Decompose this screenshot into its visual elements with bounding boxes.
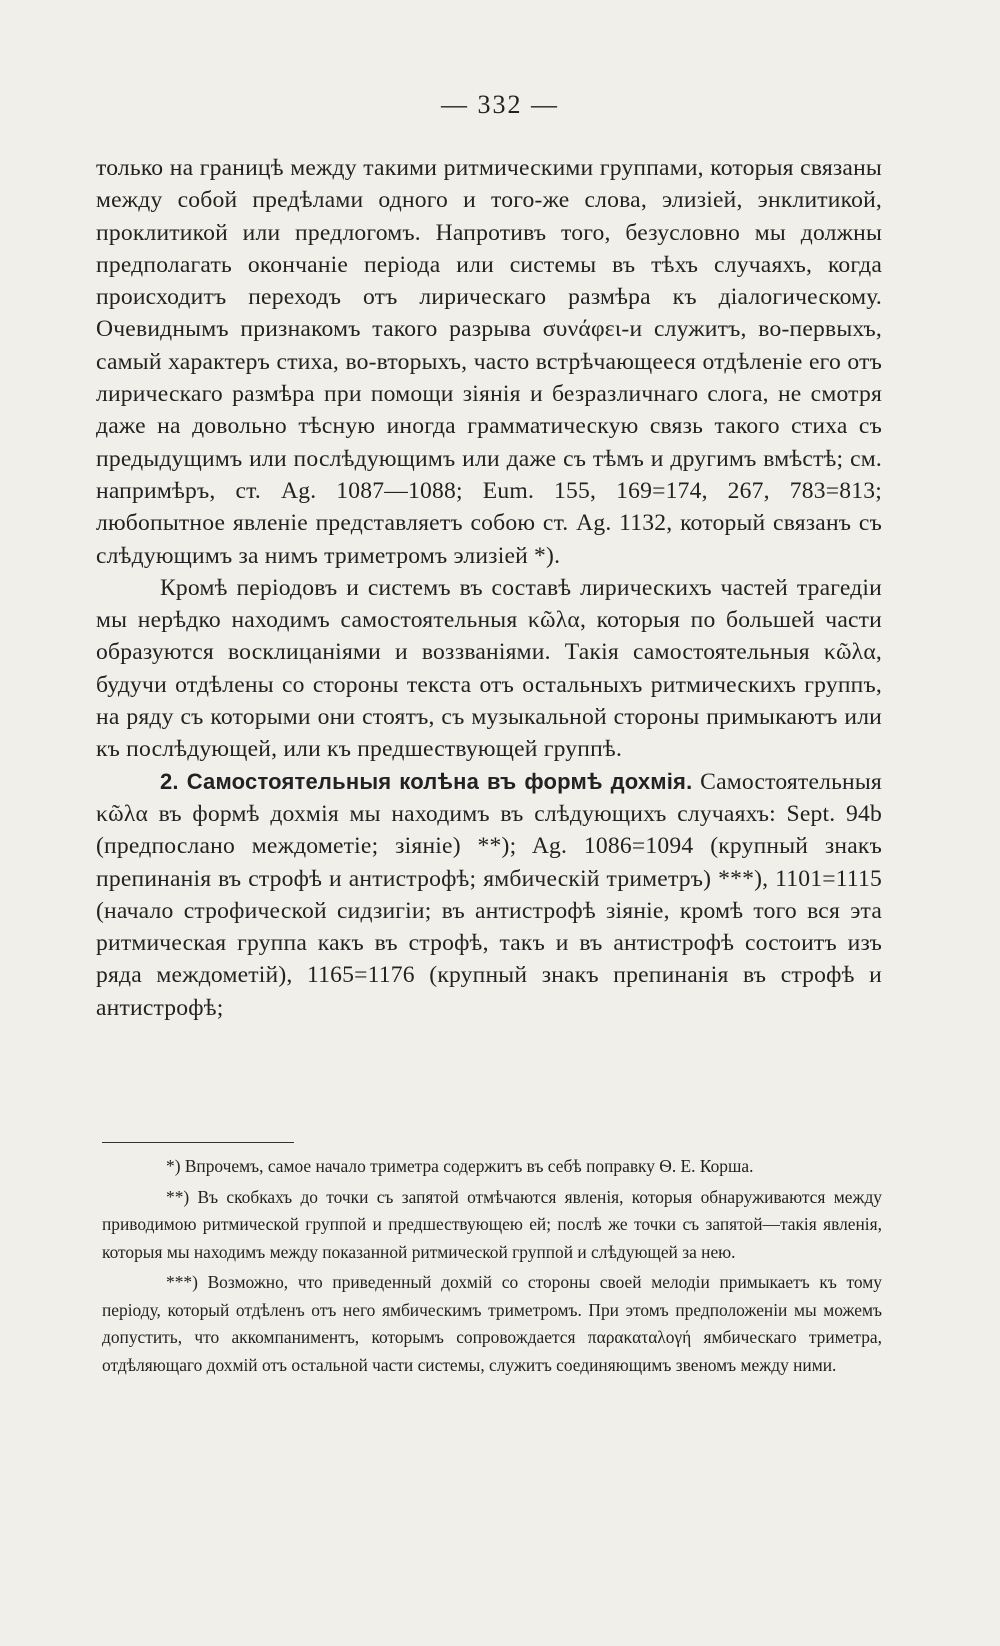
page-number: — 332 — — [441, 90, 559, 119]
paragraph-3-text: Самостоятельныя κῶλα въ формѣ дохмія мы находимъ въ слѣдующихъ случаяхъ: Sept. 94b (предпослано междометіе; зіяніе) **); Ag. 1086=1094 (крупный знакъ препинанія въ строфѣ и антистрофѣ; ямбическій триметръ) ***), 1101=1115 (начало строфической сидзигіи; въ антистрофѣ зіяніе, кромѣ того вся эта ритмическая группа какъ въ строфѣ, такъ и въ антистрофѣ состоитъ изъ ряда междометій), 1165=1176 (крупный знакъ препинанія въ строфѣ и антистрофѣ; — [96, 768, 882, 1021]
paragraph-1: только на границѣ между такими ритмическими группами, которыя связаны между собой предѣлами одного и того-же слова, элизіей, энклитикой, проклитикой или предлогомъ. Напротивъ того, безусловно мы должны предполагать окончаніе періода или системы въ тѣхъ случаяхъ, когда происходитъ переходъ отъ лирическаго размѣра къ діалогическому. Очевиднымъ признакомъ такого разрыва συνάφει-и служитъ, во-первыхъ, самый характеръ стиха, во-вторыхъ, часто встрѣчающееся отдѣленіе его отъ лирическаго размѣра при помощи зіянія и безразличнаго слога, не смотря даже на довольно тѣсную иногда грамматическую связь такого стиха съ предыдущимъ или послѣдующимъ или даже съ тѣмъ и другимъ вмѣстѣ; см. напримѣръ, ст. Ag. 1087—1088; Eum. 155, 169=174, 267, 783=813; любопытное явленіе представляетъ собою ст. Ag. 1132, который связанъ съ слѣдующимъ за нимъ триметромъ элизіей *). — [96, 155, 882, 569]
paragraph-2: Кромѣ періодовъ и системъ въ составѣ лирическихъ частей трагедіи мы нерѣдко находимъ самостоятельныя κῶλα, которыя по большей части образуются восклицаніями и воззваніями. Такія самостоятельныя κῶλα, будучи отдѣлены со стороны текста отъ остальныхъ ритмическихъ группъ, на ряду съ которыми они стоятъ, съ музыкальной стороны примыкаютъ или къ послѣдующей, или къ предшествующей группѣ. — [96, 574, 882, 763]
main-text — [96, 152, 882, 1024]
footnote-2: **) Въ скобкахъ до точки съ запятой отмѣчаются явленія, которыя обнаруживаются между приводимою ритмической группой и предшествующею ей; послѣ же точки съ запятой—такія явленія, которыя мы находимъ между показанной ритмической группой и слѣдующей за нею. — [102, 1186, 882, 1262]
footnote-1: *) Впрочемъ, самое начало триметра содержитъ въ себѣ поправку Ѳ. Е. Корша. — [166, 1156, 754, 1176]
footnote-3: ***) Возможно, что приведенный дохмій со стороны своей мелодіи примыкаетъ къ тому періоду, который отдѣленъ отъ него ямбическимъ триметромъ. При этомъ предположеніи мы можемъ допустить, что аккомпаниментъ, которымъ сопровождается παρακαταλογή ямбическаго триметра, отдѣляющаго дохмій отъ остальной части системы, служитъ соединяющимъ звеномъ между ними. — [102, 1272, 882, 1375]
footnote-separator — [102, 1142, 294, 1143]
footnotes — [102, 1153, 882, 1382]
paragraph-3 — [96, 766, 882, 1024]
section-heading: 2. Самостоятельныя колѣна въ формѣ дохмія. — [160, 768, 693, 794]
